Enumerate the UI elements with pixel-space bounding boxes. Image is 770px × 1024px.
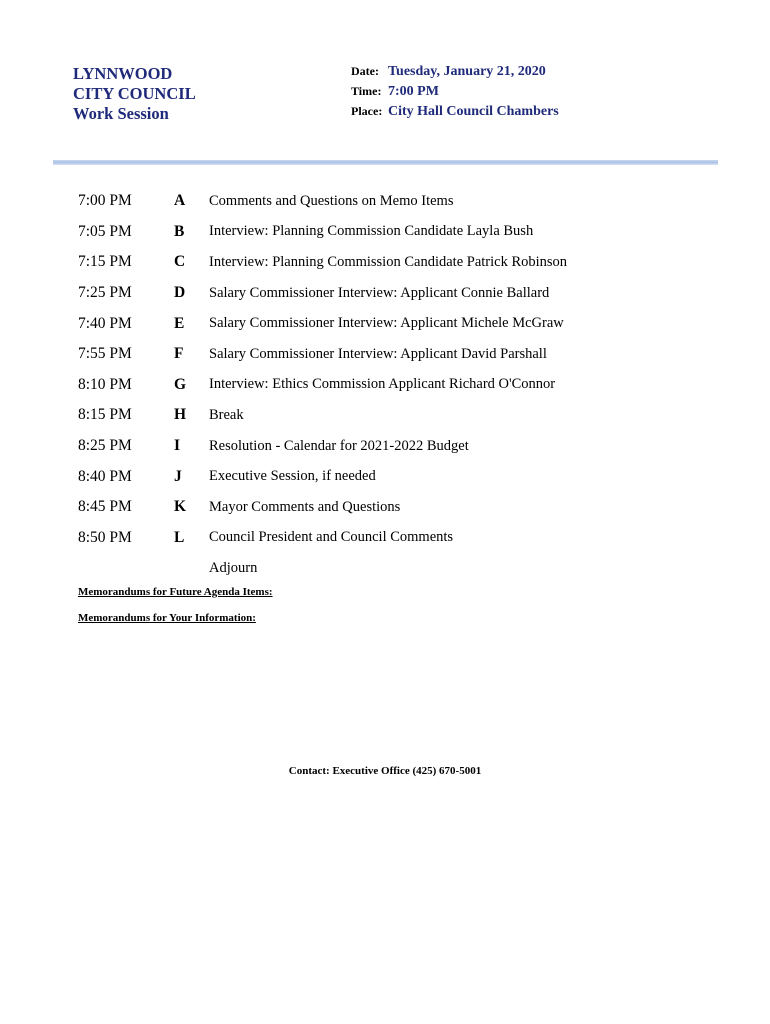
agenda-time: 8:25 PM	[78, 437, 132, 455]
agenda-letter: I	[174, 437, 181, 455]
agenda-time: 8:10 PM	[78, 375, 132, 393]
agenda-list	[78, 186, 698, 584]
agenda-letter: H	[174, 406, 187, 424]
agenda-letter: C	[174, 253, 186, 271]
agenda-item	[78, 217, 698, 248]
time-label: Time:	[351, 84, 382, 98]
agenda-time: 8:15 PM	[78, 406, 132, 424]
agenda-item	[78, 339, 698, 370]
agenda-title: Executive Session, if needed	[209, 468, 376, 485]
agenda-item	[78, 186, 698, 217]
time-row	[351, 84, 559, 104]
agenda-title: Resolution - Calendar for 2021-2022 Budget	[209, 437, 469, 454]
place-label: Place:	[351, 104, 383, 118]
agenda-item	[78, 278, 698, 309]
agenda-title: Break	[209, 406, 244, 423]
agenda-letter: B	[174, 222, 185, 240]
agenda-title: Interview: Ethics Commission Applicant Richard O'Connor	[209, 376, 556, 393]
agenda-item	[78, 523, 698, 554]
agenda-title: Salary Commissioner Interview: Applicant David Parshall	[209, 345, 547, 362]
agenda-time: 7:00 PM	[78, 192, 132, 210]
agenda-title: Mayor Comments and Questions	[209, 498, 401, 515]
agenda-item	[78, 492, 698, 523]
agenda-title: Adjourn	[209, 559, 258, 576]
time-value: 7:00 PM	[388, 84, 439, 99]
agenda-title: Interview: Planning Commission Candidate Layla Bush	[209, 223, 534, 240]
org-line-1: LYNNWOOD	[73, 64, 173, 83]
agenda-letter: K	[174, 498, 187, 516]
agenda-letter: D	[174, 284, 186, 302]
date-value: Tuesday, January 21, 2020	[388, 64, 546, 79]
agenda-time: 7:15 PM	[78, 253, 132, 271]
agenda-item	[78, 308, 698, 339]
agenda-time: 7:55 PM	[78, 345, 132, 363]
agenda-title: Comments and Questions on Memo Items	[209, 192, 454, 209]
date-label: Date:	[351, 64, 379, 78]
agenda-item	[78, 247, 698, 278]
memo-future-heading: Memorandums for Future Agenda Items:	[78, 586, 273, 598]
meeting-details	[351, 64, 559, 124]
agenda-time: 7:25 PM	[78, 284, 132, 302]
place-value: City Hall Council Chambers	[388, 104, 559, 119]
date-row	[351, 64, 559, 84]
agenda-item	[78, 400, 698, 431]
agenda-title: Interview: Planning Commission Candidate Patrick Robinson	[209, 253, 568, 270]
org-line-2: CITY COUNCIL	[73, 84, 196, 103]
memo-info-heading: Memorandums for Your Information:	[78, 612, 256, 624]
agenda-letter: F	[174, 345, 184, 363]
agenda-letter: G	[174, 375, 187, 393]
agenda-letter: J	[174, 467, 182, 485]
agenda-item	[78, 461, 698, 492]
agenda-time: 7:40 PM	[78, 314, 132, 332]
agenda-title: Salary Commissioner Interview: Applicant Michele McGraw	[209, 315, 564, 332]
agenda-time: 8:50 PM	[78, 528, 132, 546]
agenda-title: Salary Commissioner Interview: Applicant Connie Ballard	[209, 284, 550, 301]
agenda-time: 8:45 PM	[78, 498, 132, 516]
agenda-time: 7:05 PM	[78, 222, 132, 240]
agenda-item	[78, 370, 698, 401]
agenda-title: Council President and Council Comments	[209, 529, 454, 546]
agenda-item-adjourn	[78, 553, 698, 584]
agenda-letter: L	[174, 528, 185, 546]
agenda-letter: A	[174, 192, 186, 210]
session-type: Work Session	[73, 104, 169, 123]
agenda-time: 8:40 PM	[78, 467, 132, 485]
header-divider	[53, 160, 718, 165]
contact-line: Contact: Executive Office (425) 670-5001	[288, 765, 482, 777]
council-heading	[73, 64, 196, 124]
agenda-item	[78, 431, 698, 462]
agenda-letter: E	[174, 314, 185, 332]
place-row	[351, 104, 559, 124]
